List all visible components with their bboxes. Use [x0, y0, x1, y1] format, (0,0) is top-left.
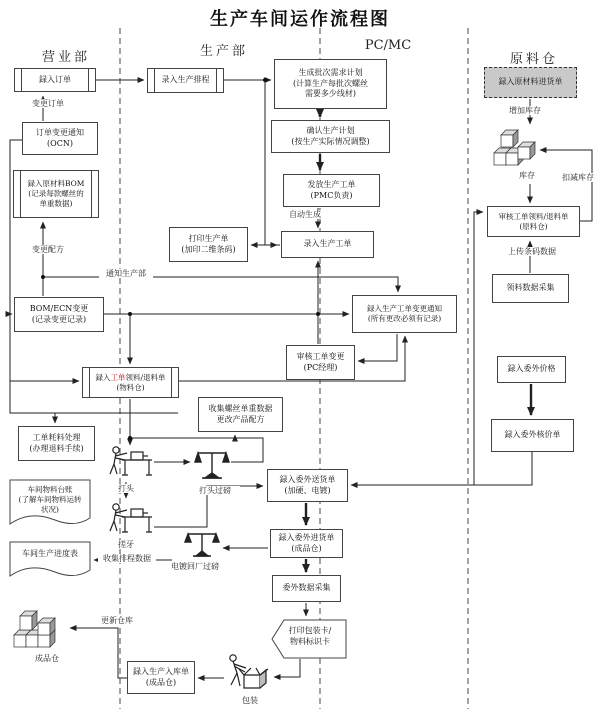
label-update-warehouse: 更新仓库 — [94, 616, 140, 625]
node-collect-screw-weight: 收集螺丝单重数据 更改产品配方 — [198, 397, 283, 432]
node-outsource-price-check: 録入委外核价单 — [491, 419, 574, 452]
node-enter-order: 録入订单 — [14, 68, 96, 92]
node-order-change-notice: 订单变更通知 (OCN) — [22, 122, 98, 155]
node-print-packing-card: 打印包装卡/ 物料标识卡 — [288, 626, 332, 646]
label-change-order: 变更订单 — [25, 99, 71, 108]
node-print-production-order: 打印生产单 (加印二维条码) — [169, 227, 248, 262]
column-header-pcmc: PC/MC — [364, 38, 412, 53]
threading-worker-icon — [110, 504, 152, 532]
node-material-bom: 録入原材料BOM (记录每款螺丝的 单重数据) — [13, 170, 99, 218]
doc-material-ledger: 车间物料台账 (了解车间物料运转 状况) — [18, 485, 82, 515]
packing-worker-icon — [230, 655, 268, 688]
plating-scale-icon — [185, 534, 219, 556]
label-notify-production: 通知生产部 — [99, 269, 153, 278]
label-heading: 打头 — [110, 484, 142, 493]
node-confirm-plan: 确认生产计划 (按生产实际情况调整) — [271, 120, 390, 153]
heading-scale-icon — [195, 453, 229, 478]
column-header-production: 生产部 — [199, 44, 248, 59]
node-workorder-change-notice: 録入生产工单变更通知 (所有更改必须有记录) — [352, 295, 457, 333]
node-outsource-price: 録入委外价格 — [497, 356, 566, 383]
label-reduce-stock: 扣减库存 — [554, 173, 600, 182]
label-plating-weigh: 电镀回厂过磅 — [164, 562, 226, 571]
label-add-stock: 增加库存 — [502, 106, 548, 115]
node-batch-requirement-plan: 生成批次需求计划 (计算生产每批次螺丝 需要多少线材) — [274, 59, 387, 109]
finished-goods-cubes-icon — [14, 611, 55, 647]
red-highlight-text: 工单 — [110, 372, 126, 382]
node-outsource-receipt: 録入委外进货单 (成品仓) — [270, 529, 343, 558]
node-raw-material-receipt: 録入原材料进货单 — [484, 67, 577, 98]
page-title: 生产车间运作流程图 — [210, 9, 390, 30]
node-audit-workorder-change: 审核工单变更 (PC经理) — [286, 345, 355, 380]
node-enter-schedule: 录入生产排程 — [147, 68, 224, 93]
node-enter-workorder: 录入生产工单 — [281, 231, 374, 258]
node-workorder-consume: 工单耗料处理 (办理退料手续) — [18, 426, 95, 461]
column-header-raw-warehouse: 原料仓 — [509, 52, 558, 67]
node-issue-workorder: 发放生产工单 (PMC负责) — [283, 174, 380, 207]
label-stock: 库存 — [506, 171, 548, 180]
heading-worker-icon — [110, 447, 152, 475]
label-threading: 搓牙 — [110, 540, 142, 549]
label-upload-barcode: 上传条码数据 — [502, 247, 562, 256]
node-pick-data-collect: 领料数据采集 — [492, 274, 569, 303]
label-finished-warehouse: 成品仓 — [26, 654, 68, 663]
node-workorder-pick-return: 録入工单领料/退料单 (物料仓) — [82, 367, 179, 398]
node-bom-ecn-change: BOM/ECN变更 (记录变更记录) — [14, 297, 104, 332]
node-audit-pick-return: 审核工单领料/退料单 (原料仓) — [487, 206, 580, 237]
node-outsource-data-collect: 委外数据采集 — [272, 575, 341, 602]
raw-stock-cubes-icon — [494, 130, 535, 165]
column-header-sales: 营业部 — [41, 50, 90, 65]
node-production-instock: 録入生产入库单 (成品仓) — [127, 661, 195, 694]
label-heading-weigh: 打头过磅 — [190, 486, 240, 495]
doc-progress-report: 车间生产进度表 — [22, 549, 78, 558]
label-packing: 包装 — [234, 696, 266, 705]
node-outsource-delivery: 録入委外送货单 (加硬、电镀) — [267, 469, 348, 502]
label-change-recipe: 变更配方 — [25, 245, 71, 254]
label-auto-generate: 自动生成 — [286, 210, 324, 219]
label-collect-schedule: 收集排程数据 — [98, 554, 156, 563]
